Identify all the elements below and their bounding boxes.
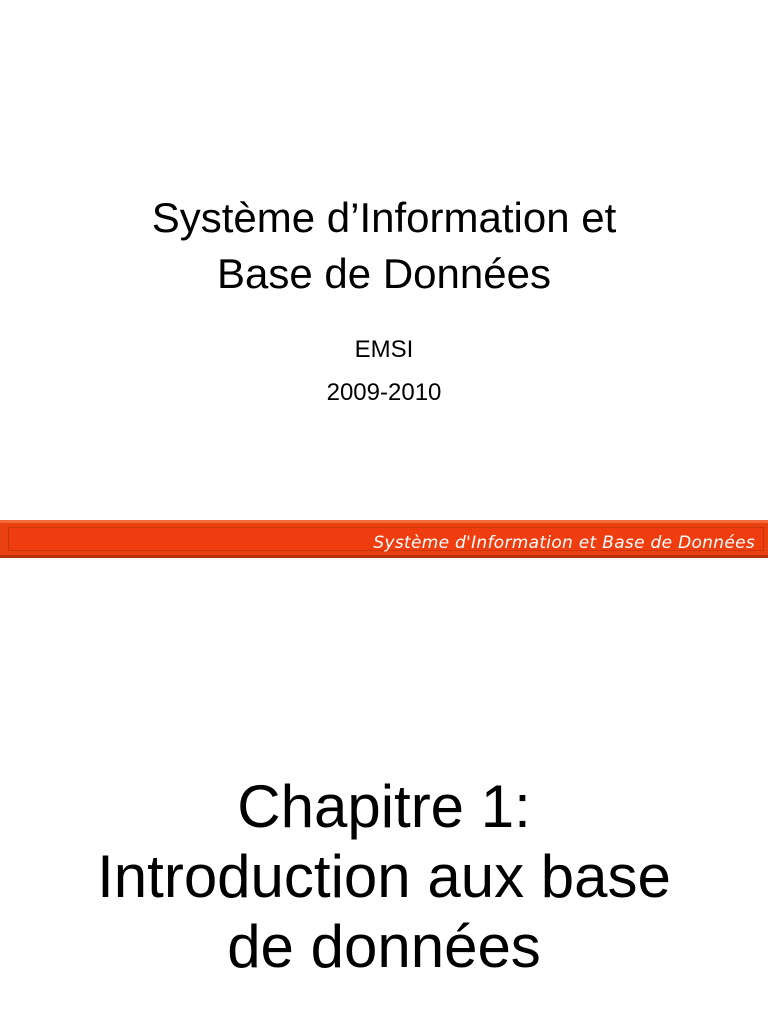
academic-year: 2009-2010 [326,379,442,406]
slide-2-title-line-1: Chapitre 1: [237,773,531,840]
organization-name: EMSI [354,336,414,363]
slide-2-title-line-3: de données [227,913,541,980]
slide-2-title [0,772,768,982]
slide-2-title-line-2: Introduction aux base [97,843,671,910]
slide-1-title [0,190,768,302]
slide-1-title-line-1: Système d’Information et [151,194,617,241]
slide-1-title-line-2: Base de Données [217,250,551,297]
slide-2 [0,560,768,1024]
footer-bar-inner [8,527,764,551]
footer-bar [0,520,768,558]
footer-course-title: Système d'Information et Base de Données [373,533,755,553]
